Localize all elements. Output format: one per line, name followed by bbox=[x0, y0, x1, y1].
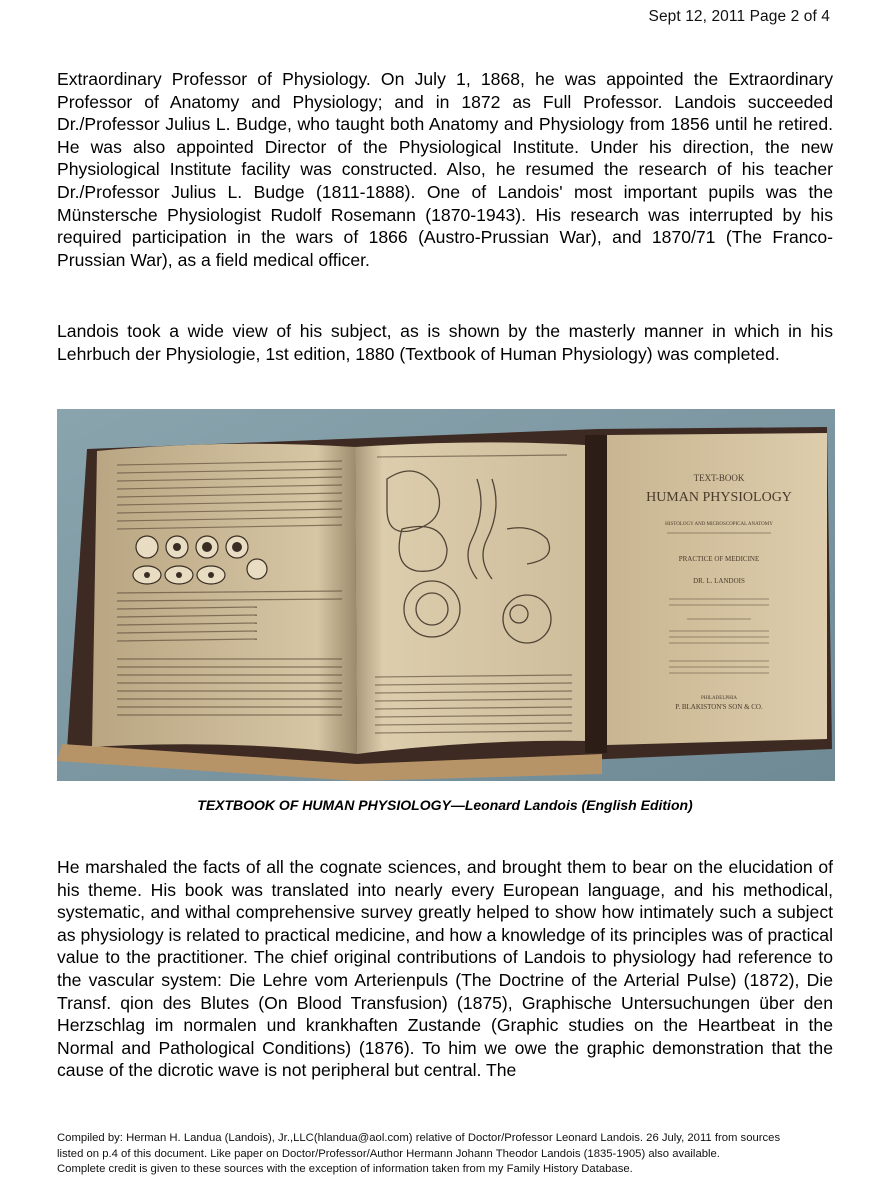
title-page-line1: TEXT-BOOK bbox=[693, 473, 745, 483]
title-page-line3: HISTOLOGY AND MICROSCOPICAL ANATOMY bbox=[665, 522, 773, 527]
body-paragraph-2: Landois took a wide view of his subject, as is shown by the masterly manner in which in his Lehrbuch der Physiologie, 1st edition, 1880 (Textbook of Human Physiology) was completed. bbox=[57, 321, 833, 364]
body-paragraph-3: He marshaled the facts of all the cognate sciences, and brought them to bear on the elucidation of his theme. His book was translated into nearly every European language, and his methodical, systematic, and withal comprehensive survey greatly helped to show how intimately such a subject as physiology is related to practical medicine, and how a knowledge of its principles was of practical value to the practitioner. The chief original contributions of Landois to physiology had reference to the vascular system: Die Lehre vom Arterienpuls (The Doctrine of the Arterial Pulse) (1872), Die Transf. qion des Blutes (On Blood Transfusion) (1875), Graphische Untersuchungen über den Herzschlag im normalen und krankhaften Zustande (Graphic studies on the Heartbeat in the Normal and Pathological Conditions) (1876). To him we owe the graphic demonstration that the cause of the dicrotic wave is not peripheral but central. The bbox=[57, 857, 833, 1081]
body-paragraph-1: Extraordinary Professor of Physiology. On July 1, 1868, he was appointed the Extraordinary Professor of Anatomy and Physiology; and in 1872 as Full Professor. Landois succeeded Dr./Professor Julius L. Budge, who taught both Anatomy and Physiology from 1856 until he retired. He was also appointed Director of the Physiological Institute. Under his direction, the new Physiological Institute facility was constructed. Also, he resumed the research of his teacher Dr./Professor Julius L. Budge (1811-1888). One of Landois' most important pupils was the Münstersche Physiologist Rudolf Rosemann (1870-1943). His research was interrupted by his required participation in the wars of 1866 (Austro-Prussian War), and 1870/71 (The Franco-Prussian War), as a field medical officer. bbox=[57, 69, 833, 270]
footer-line-2: listed on p.4 of this document. Like paper on Doctor/Professor/Author Hermann Johann Theodor Landois (1835-1905) also available. bbox=[57, 1147, 720, 1160]
title-page-line2: HUMAN PHYSIOLOGY bbox=[646, 490, 792, 505]
title-page-line6: PHILADELPHIA bbox=[700, 696, 738, 701]
title-page-line4: PRACTICE OF MEDICINE bbox=[678, 555, 760, 563]
photo-caption: TEXTBOOK OF HUMAN PHYSIOLOGY—Leonard Landois (English Edition) bbox=[197, 797, 693, 813]
page-footer bbox=[57, 1131, 847, 1178]
book-photo bbox=[57, 409, 835, 781]
title-page-line7: P. BLAKISTON'S SON & CO. bbox=[675, 703, 763, 711]
title-page-line5: DR. L. LANDOIS bbox=[693, 577, 745, 585]
page-header: Sept 12, 2011 Page 2 of 4 bbox=[648, 8, 830, 25]
footer-line-1: Compiled by: Herman H. Landua (Landois), Jr.,LLC(hlandua@aol.com) relative of Doctor/Professor Leonard Landois. 26 July, 2011 from sources bbox=[57, 1132, 781, 1144]
footer-line-3: Complete credit is given to these sources with the exception of information taken from my Family History Database. bbox=[57, 1163, 633, 1175]
